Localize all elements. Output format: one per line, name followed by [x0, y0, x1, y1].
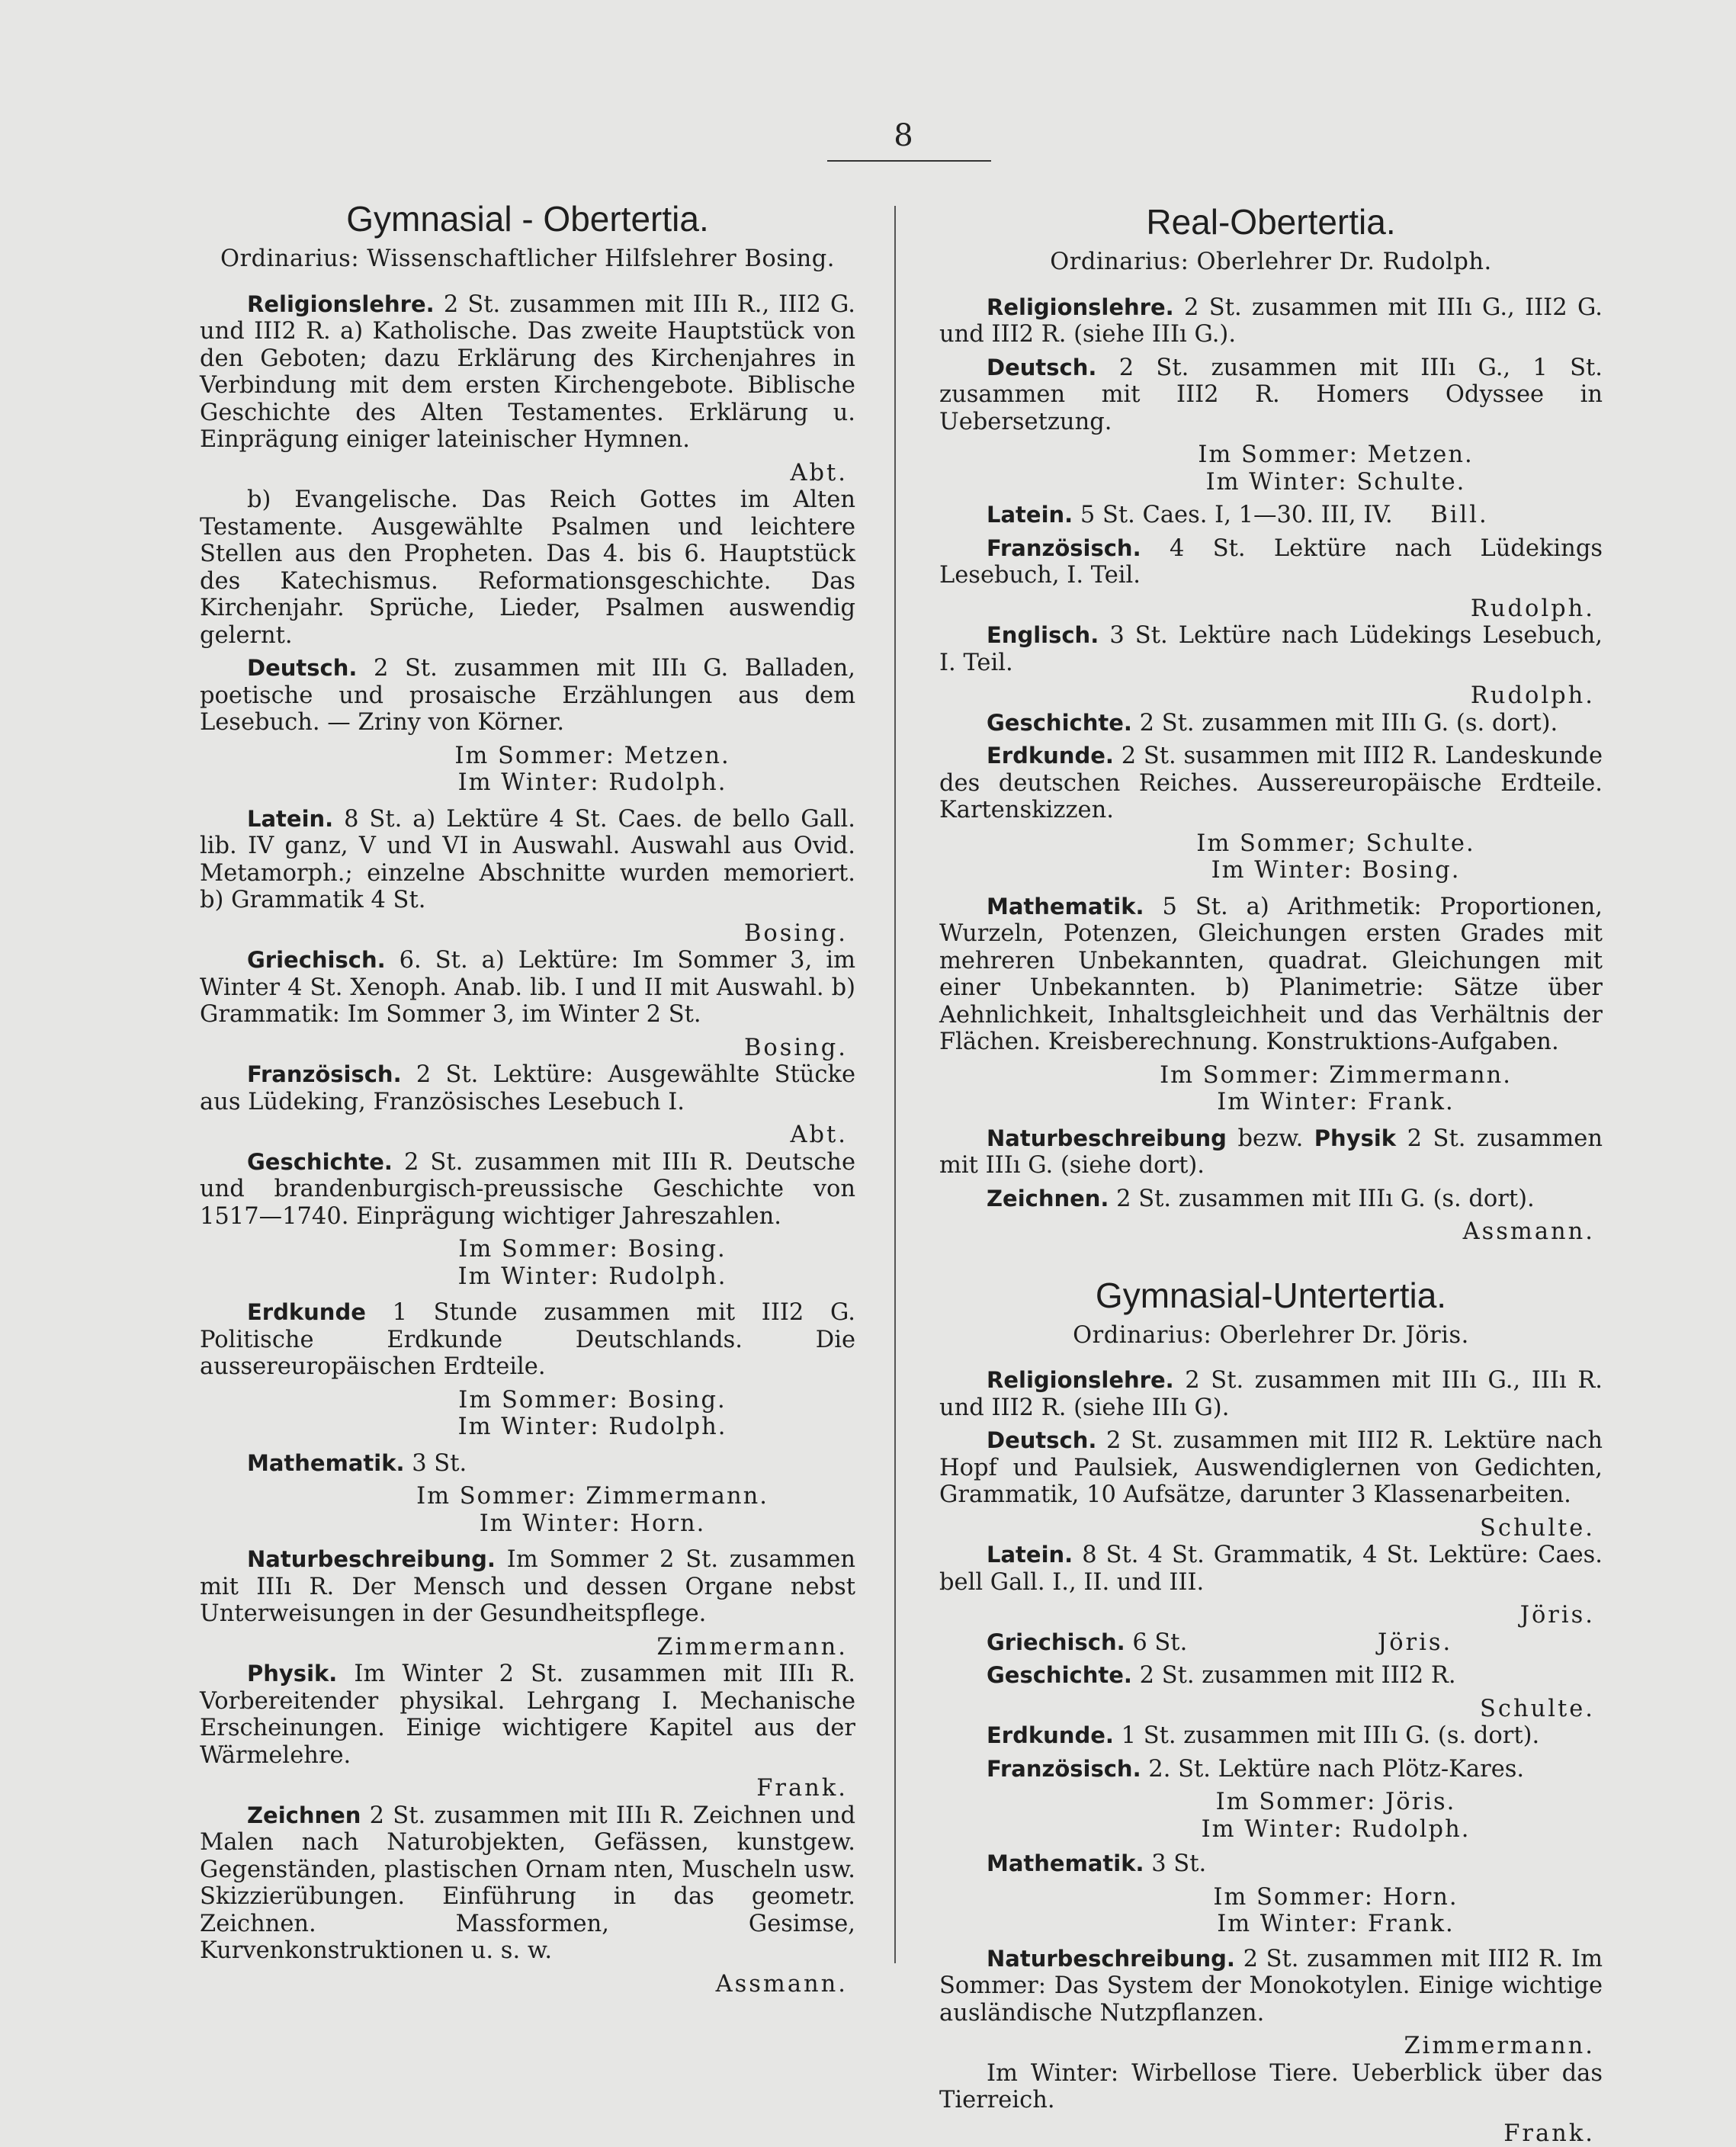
subject-heading: Religionslehre. [247, 291, 435, 317]
teacher-name: Frank. [200, 1775, 855, 1802]
entry-text: 2. St. Lektüre nach Plötz-Kares. [1148, 1756, 1524, 1783]
subject-heading: Latein. [247, 806, 333, 832]
subject-heading: Deutsch. [247, 655, 357, 681]
entry-mathematik [939, 894, 1603, 1056]
entry-latein [939, 1542, 1603, 1596]
entry-latein [939, 502, 1603, 529]
entry-text: 3 St. Lektüre nach Lüdekings Lesebuch, I. Teil. [939, 622, 1603, 676]
teacher-name: Frank. [939, 2120, 1603, 2147]
teacher-name: Assmann. [939, 1218, 1603, 1246]
entry-text: 2 St. zusammen mit IIIı R. Zeichnen und Malen nach Naturobjekten, Gefässen, kunstgew. Gegenständen, plastischen Ornam nten, Muscheln usw. Skizzierübungen. Einführung in das geometr. Zeichnen. Massformen, Gesimse, Kurvenkonstruktionen u. s. w. [200, 1802, 855, 1965]
subject-heading-physik: Physik [1314, 1125, 1396, 1151]
ordinarius-line: Ordinarius: Oberlehrer Dr. Rudolph. [939, 249, 1603, 276]
teacher-name: Zimmermann. [200, 1634, 855, 1661]
entry-text: 2 St. zusammen mit III2 R. [1140, 1662, 1456, 1689]
entry-text: 2 St. zusammen mit IIIı G. (s. dort). [1140, 710, 1558, 737]
entry-text: 5 St. Caes. I, 1—30. III, IV. [1080, 502, 1393, 528]
entry-religion-evangelisch: b) Evangelische. Das Reich Gottes im Alten Testamente. Ausgewählte Psalmen und leichtere Stellen aus den Propheten. Das 4. bis 6. Hauptstück des Katechismus. Reformationsgeschichte. Das Kirchenjahr. Sprüche, Lieder, Psalmen auswendig gelernt. [200, 486, 855, 649]
teacher-name: Jöris. [1195, 1629, 1452, 1656]
subject-heading: Erdkunde [247, 1299, 366, 1325]
column-divider [894, 206, 896, 1963]
entry-franzoesisch [939, 535, 1603, 589]
entry-naturbeschreibung-winter: Im Winter: Wirbellose Tiere. Ueberblick über das Tierreich. [939, 2060, 1603, 2114]
teacher-winter: Im Winter: Rudolph. [200, 1414, 855, 1441]
entry-text: 3 St. [1151, 1850, 1206, 1877]
entry-erdkunde [939, 743, 1603, 824]
teacher-winter: Im Winter: Rudolph. [939, 1816, 1603, 1844]
teacher-name: Assmann. [200, 1971, 855, 1998]
teacher-name: Zimmermann. [939, 2033, 1603, 2060]
teacher-summer: Im Sommer: Horn. [939, 1884, 1603, 1911]
entry-deutsch [939, 355, 1603, 436]
entry-naturbeschreibung [200, 1546, 855, 1628]
entry-text: 2 St. zusammen mit IIIı G. (siehe dort). [939, 1125, 1603, 1179]
entry-text: 2 St. zusammen mit IIIı R. Deutsche und brandenburgisch-preussische Geschichte von 1517—1740. Einprägung wichtiger Jahreszahlen. [200, 1149, 855, 1230]
entry-religionslehre [939, 294, 1603, 348]
entry-text: 1 St. zusammen mit IIIı G. (s. dort). [1122, 1722, 1540, 1749]
entry-englisch [939, 622, 1603, 676]
page-number: 8 [827, 118, 980, 153]
entry-griechisch [939, 1629, 1603, 1657]
subject-heading: Deutsch. [987, 1427, 1096, 1453]
entry-text: 2 St. susammen mit III2 R. Landeskunde des deutschen Reiches. Aussereuropäische Erdteile. Kartenskizzen. [939, 743, 1603, 823]
entry-physik [200, 1661, 855, 1769]
subject-heading: Latein. [987, 502, 1073, 528]
entry-geschichte [200, 1149, 855, 1231]
teacher-name: Jöris. [939, 1602, 1603, 1629]
entry-text: 1 Stunde zusammen mit III2 G. Politische Erdkunde Deutschlands. Die aussereuropäischen Erdteile. [200, 1299, 855, 1380]
entry-mathematik [939, 1850, 1603, 1878]
entry-text: 2 St. zusammen mit IIIı G., III2 G. und III2 R. (siehe IIIı G.). [939, 294, 1603, 348]
left-column [200, 197, 855, 1998]
teacher-name: Bosing. [200, 1035, 855, 1062]
subject-heading: Erdkunde. [987, 743, 1114, 769]
subject-heading: Mathematik. [247, 1450, 405, 1476]
teacher-summer: Im Sommer; Schulte. [939, 830, 1603, 858]
right-column [939, 200, 1603, 2147]
entry-mathematik [200, 1450, 855, 1478]
subject-heading: Französisch. [247, 1061, 402, 1087]
subject-heading: Religionslehre. [987, 294, 1174, 320]
connector-text: bezw. [1237, 1125, 1303, 1152]
subject-heading: Physik. [247, 1661, 337, 1686]
subject-heading: Naturbeschreibung. [987, 1946, 1235, 1972]
subject-heading: Naturbeschreibung [987, 1125, 1227, 1151]
entry-text: 2 St. zusammen mit IIIı G. (s. dort). [1116, 1186, 1535, 1212]
teacher-summer: Im Sommer: Zimmermann. [939, 1062, 1603, 1090]
teacher-name: Rudolph. [939, 595, 1603, 623]
teacher-winter: Im Winter: Schulte. [939, 469, 1603, 496]
entry-geschichte [939, 1662, 1603, 1690]
teacher-summer: Im Sommer: Bosing. [200, 1387, 855, 1414]
entry-zeichnen [200, 1802, 855, 1965]
entry-text: 2 St. zusammen mit IIIı G., IIIı R. und III2 R. (siehe IIIı G). [939, 1367, 1603, 1421]
entry-erdkunde [939, 1722, 1603, 1750]
entry-text: 2 St. Lektüre: Ausgewählte Stücke aus Lüdeking, Französisches Lesebuch I. [200, 1061, 855, 1115]
subject-heading: Französisch. [987, 535, 1141, 561]
teacher-name: Abt. [200, 1122, 855, 1149]
teacher-summer: Im Sommer: Jöris. [939, 1789, 1603, 1816]
teacher-winter: Im Winter: Frank. [939, 1089, 1603, 1116]
entry-zeichnen [939, 1186, 1603, 1213]
teacher-winter: Im Winter: Bosing. [939, 857, 1603, 884]
subject-heading: Religionslehre. [987, 1367, 1174, 1393]
subject-heading: Naturbeschreibung. [247, 1546, 496, 1572]
teacher-summer: Im Sommer: Bosing. [200, 1236, 855, 1263]
entry-geschichte [939, 710, 1603, 737]
entry-text: 4 St. Lektüre nach Lüdekings Lesebuch, I. Teil. [939, 535, 1603, 589]
teacher-name: Schulte. [939, 1696, 1603, 1723]
teacher-name: Bosing. [200, 920, 855, 948]
section-spacer [939, 1246, 1603, 1273]
subject-heading: Geschichte. [987, 710, 1132, 736]
teacher-winter: Im Winter: Rudolph. [200, 1263, 855, 1291]
entry-deutsch [939, 1427, 1603, 1509]
entry-text: 8 St. a) Lektüre 4 St. Caes. de bello Gall. lib. IV ganz, V und VI in Auswahl. Auswahl aus Ovid. Metamorph.; einzelne Abschnitte wurden memoriert. b) Grammatik 4 St. [200, 806, 855, 914]
teacher-name: Abt. [200, 460, 855, 487]
subject-heading: Griechisch. [247, 947, 386, 973]
entry-text: 6. St. a) Lektüre: Im Sommer 3, im Winter 4 St. Xenoph. Anab. lib. I und II mit Auswahl. b) Grammatik: Im Sommer 3, im Winter 2 St. [200, 947, 855, 1028]
teacher-winter: Im Winter: Frank. [939, 1911, 1603, 1938]
entry-text: 2 St. zusammen mit IIIı G., 1 St. zusammen mit III2 R. Homers Odyssee in Uebersetzung. [939, 355, 1603, 435]
teacher-winter: Im Winter: Rudolph. [200, 769, 855, 797]
entry-naturbeschreibung [939, 1946, 1603, 2027]
subject-heading: Zeichnen. [987, 1186, 1109, 1211]
entry-erdkunde [200, 1299, 855, 1381]
entry-text: 2 St. zusammen mit III2 R. Lektüre nach Hopf und Paulsiek, Auswendiglernen von Gedichten, Grammatik, 10 Aufsätze, darunter 3 Klassenarbeiten. [939, 1427, 1603, 1508]
entry-religionslehre [939, 1367, 1603, 1421]
teacher-name: Schulte. [939, 1515, 1603, 1542]
entry-naturbeschreibung-physik [939, 1125, 1603, 1179]
entry-text: Im Winter 2 St. zusammen mit IIIı R. Vorbereitender physikal. Lehrgang I. Mechanische Erscheinungen. Einige wichtigere Kapitel aus der Wärmelehre. [200, 1661, 855, 1769]
teacher-summer: Im Sommer: Metzen. [939, 441, 1603, 469]
subject-heading: Mathematik. [987, 894, 1144, 919]
subject-heading: Griechisch. [987, 1629, 1125, 1655]
entry-text: 2 St. zusammen mit IIIı G. Balladen, poetische und prosaische Erzählungen aus dem Lesebuch. — Zriny von Körner. [200, 655, 855, 736]
section-title-gymnasial-untertertia: Gymnasial-Untertertia. [939, 1273, 1603, 1317]
entry-text: 5 St. a) Arithmetik: Proportionen, Wurzeln, Potenzen, Gleichungen ersten Grades mit mehreren Unbekannten, quadrat. Gleichungen mit einer Unbekannten. b) Planimetrie: Sätze über Aehnlichkeit, Inhaltsgleichheit und das Verhältnis der Flächen. Kreisberechnung. Konstruktions-Aufgaben. [939, 894, 1603, 1056]
entry-religionslehre [200, 291, 855, 454]
ordinarius-line: Ordinarius: Wissenschaftlicher Hilfslehrer Bosing. [200, 246, 855, 273]
section-title-gymnasial-obertertia: Gymnasial - Obertertia. [200, 197, 855, 241]
entry-text: 2 St. zusammen mit III2 R. Im Sommer: Das System der Monokotylen. Einige wichtige ausländische Nutzpflanzen. [939, 1946, 1603, 2027]
teacher-winter: Im Winter: Horn. [200, 1510, 855, 1538]
entry-latein [200, 806, 855, 914]
subject-heading: Französisch. [987, 1756, 1141, 1782]
ordinarius-line: Ordinarius: Oberlehrer Dr. Jöris. [939, 1322, 1603, 1349]
subject-heading: Erdkunde. [987, 1722, 1114, 1748]
teacher-summer: Im Sommer: Metzen. [200, 743, 855, 770]
subject-heading: Geschichte. [247, 1149, 393, 1175]
subject-heading: Zeichnen [247, 1802, 361, 1828]
entry-franzoesisch [200, 1061, 855, 1115]
entry-text: Im Sommer 2 St. zusammen mit IIIı R. Der Mensch und dessen Organe nebst Unterweisungen in der Gesundheitspflege. [200, 1546, 855, 1627]
teacher-name: Bill. [1400, 502, 1488, 528]
entry-deutsch [200, 655, 855, 737]
section-title-real-obertertia: Real-Obertertia. [939, 200, 1603, 244]
subject-heading: Englisch. [987, 622, 1099, 648]
entry-franzoesisch [939, 1756, 1603, 1783]
page-number-rule [827, 160, 991, 162]
entry-text: 6 St. [1132, 1629, 1187, 1656]
subject-heading: Geschichte. [987, 1662, 1132, 1688]
entry-text: 8 St. 4 St. Grammatik, 4 St. Lektüre: Caes. bell Gall. I., II. und III. [939, 1542, 1603, 1596]
entry-griechisch [200, 947, 855, 1029]
entry-text: 3 St. [412, 1450, 467, 1477]
subject-heading: Mathematik. [987, 1850, 1144, 1876]
teacher-summer: Im Sommer: Zimmermann. [200, 1483, 855, 1510]
entry-text: 2 St. zusammen mit IIIı R., III2 G. und III2 R. a) Katholische. Das zweite Hauptstück von den Geboten; dazu Erklärung des Kirchenjahres in Verbindung mit dem ersten Kirchengebote. Biblische Geschichte des Alten Testamentes. Erklärung u. Einprägung einiger lateinischer Hymnen. [200, 291, 855, 454]
teacher-name: Rudolph. [939, 682, 1603, 710]
subject-heading: Latein. [987, 1542, 1073, 1568]
subject-heading: Deutsch. [987, 355, 1096, 380]
